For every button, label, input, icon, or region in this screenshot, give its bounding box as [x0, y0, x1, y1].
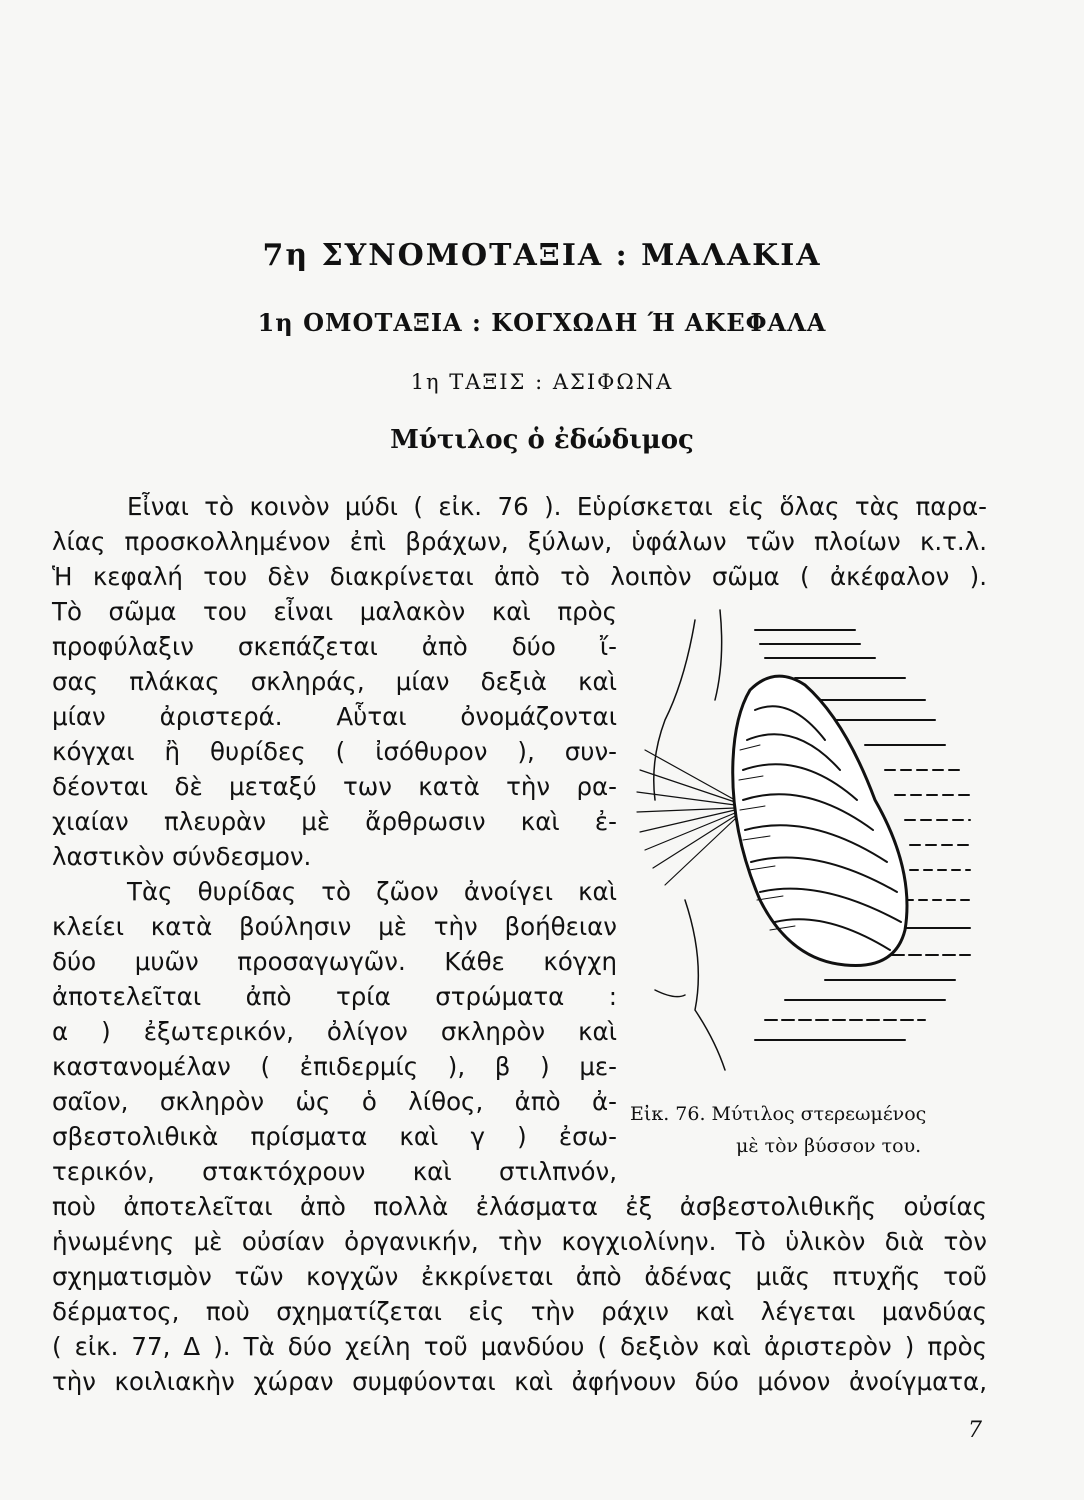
class-heading: 1η ΟΜΟΤΑΞΙΑ : ΚΟΓΧΩΔΗ Ή ΑΚΕΦΑΛΑ: [257, 308, 827, 337]
body-line: καστανομέλαν ( ἐπιδερμίς ), β ) με-: [52, 1052, 617, 1081]
body-line: Εἶναι τὸ κοινὸν μύδι ( εἰκ. 76 ). Εὑρίσκεται εἰς ὅλας τὰς παρα-: [127, 492, 987, 521]
figure-caption-line2: μὲ τὸν βύσσον του.: [736, 1135, 922, 1157]
order-heading: 1η ΤΑΞΙΣ : ΑΣΙΦΩΝΑ: [410, 370, 674, 394]
body-line: προφύλαξιν σκεπάζεται ἀπὸ δύο ἴ-: [52, 632, 617, 661]
body-line: κόγχαι ἢ θυρίδες ( ἰσόθυρον ), συν-: [52, 737, 617, 766]
body-line: α ) ἐξωτερικόν, ὀλίγον σκληρὸν καὶ: [52, 1017, 617, 1046]
body-line: Τὸ σῶμα του εἶναι μαλακὸν καὶ πρὸς: [52, 597, 617, 626]
body-line: σαῖον, σκληρὸν ὡς ὁ λίθος, ἀπὸ ἀ-: [52, 1087, 617, 1116]
body-line: Τὰς θυρίδας τὸ ζῶον ἀνοίγει καὶ: [127, 877, 617, 906]
phylum-heading: 7η ΣΥΝΟΜΟΤΑΞΙΑ : ΜΑΛΑΚΙΑ: [262, 238, 822, 273]
body-line: σχηματισμὸν τῶν κογχῶν ἐκκρίνεται ἀπὸ ἀδένας μιᾶς πτυχῆς τοῦ: [52, 1262, 987, 1291]
body-line: ἡνωμένης μὲ οὐσίαν ὀργανικήν, τὴν κογχιολίνην. Τὸ ὑλικὸν διὰ τὸν: [52, 1227, 987, 1256]
body-line: μίαν ἀριστερά. Αὗται ὀνομάζονται: [52, 702, 617, 731]
body-line: τὴν κοιλιακὴν χώραν συμφύονται καὶ ἀφήνουν δύο μόνον ἀνοίγματα,: [52, 1367, 987, 1396]
body-line: Ἡ κεφαλή του δὲν διακρίνεται ἀπὸ τὸ λοιπὸν σῶμα ( ἀκέφαλον ).: [52, 562, 987, 591]
page-number: 7: [968, 1418, 982, 1443]
body-line: τερικόν, στακτόχρουν καὶ στιλπνόν,: [52, 1157, 617, 1186]
body-line: σβεστολιθικὰ πρίσματα καὶ γ ) ἐσω-: [52, 1122, 617, 1151]
body-line: δέρματος, ποὺ σχηματίζεται εἰς τὴν ράχιν καὶ λέγεται μανδύας: [52, 1297, 987, 1326]
byssus-threads: [637, 750, 735, 885]
species-title: Μύτιλος ὁ ἐδώδιμος: [390, 425, 694, 455]
body-line: χιαίαν πλευρὰν μὲ ἄρθρωσιν καὶ ἐ-: [52, 807, 617, 836]
body-line: σας πλάκας σκληράς, μίαν δεξιὰ καὶ: [52, 667, 617, 696]
rock-outline: [654, 610, 725, 1070]
body-line: λίας προσκολλημένον ἐπὶ βράχων, ξύλων, ὑφάλων τῶν πλοίων κ.τ.λ.: [52, 527, 987, 556]
figure-caption-line1: Εἰκ. 76. Μύτιλος στερεωμένος: [630, 1103, 927, 1125]
body-line: δύο μυῶν προσαγωγῶν. Κάθε κόγχη: [52, 947, 617, 976]
body-line: ποὺ ἀποτελεῖται ἀπὸ πολλὰ ἐλάσματα ἐξ ἀσβεστολιθικῆς οὐσίας: [52, 1192, 987, 1221]
mussel-illustration: [625, 600, 985, 1100]
body-line: δέονται δὲ μεταξύ των κατὰ τὴν ρα-: [52, 772, 617, 801]
body-line: λαστικὸν σύνδεσμον.: [52, 842, 312, 871]
body-line: ( εἰκ. 77, Δ ). Τὰ δύο χείλη τοῦ μανδύου ( δεξιὸν καὶ ἀριστερὸν ) πρὸς: [52, 1332, 987, 1361]
body-line: κλείει κατὰ βούλησιν μὲ τὴν βοήθειαν: [52, 912, 617, 941]
body-line: ἀποτελεῖται ἀπὸ τρία στρώματα :: [52, 982, 617, 1011]
